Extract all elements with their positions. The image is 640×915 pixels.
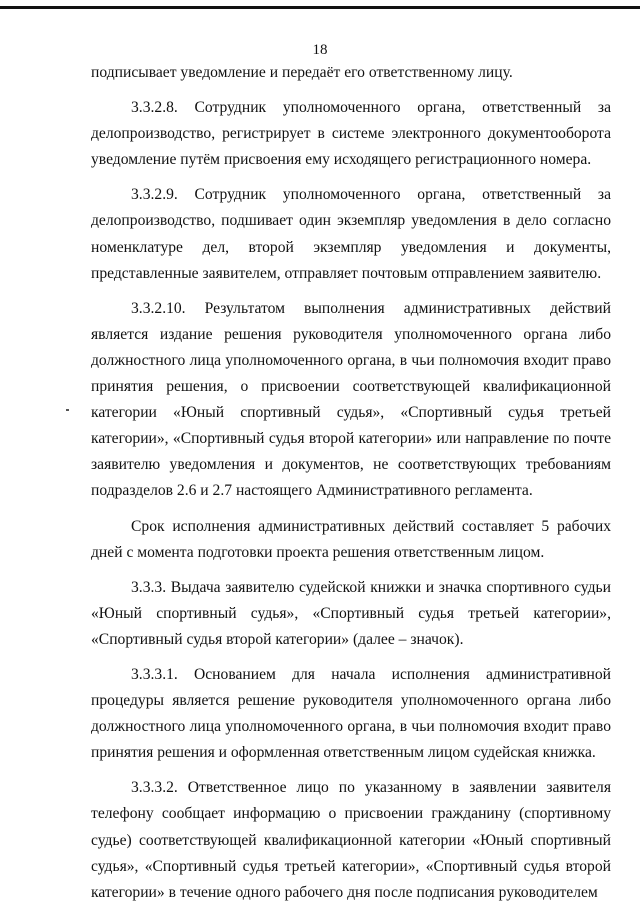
paragraph-3-3-3-1: 3.3.3.1. Основанием для начала исполнения административной процедуры является решение руководителя уполномоченного органа либо должностного лица уполномоченного органа, в чьи полномочия входит право принятия решения и оформленная ответственным лицом судейская книжка. xyxy=(91,665,611,762)
paragraph-3-3-2-10: 3.3.2.10. Результатом выполнения административных действий является издание решения руководителя уполномоченного органа либо должностного лица уполномоченного органа, в чьи полномочия входит право принятия решения, о присвоении соответствующей квалификационной категории «Юный спортивный судья», «Спортивный судья третьей категории», «Спортивный судья второй категории» или направление по почте заявителю уведомления и документов, не соответствующих требованиям подразделов 2.6 и 2.7 настоящего Административного регламента. xyxy=(91,299,611,500)
paragraph-3-3-2-9: 3.3.2.9. Сотрудник уполномоченного органа, ответственный за делопроизводство, подшивает один экземпляр уведомления в дело согласно номенклатуре дел, второй экземпляр уведомления и документы, представленные заявителем, отправляет почтовым отправлением заявителю. xyxy=(91,186,611,282)
top-border-rule xyxy=(0,6,640,9)
paragraph-3-3-3-2: 3.3.3.2. Ответственное лицо по указанному в заявлении заявителя телефону сообщает информацию о присвоении гражданину (спортивному судье) соответствующей квалификационной категории «Юный спортивный судья», «Спортивный судья третьей категории», «Спортивный судья второй категории» в течение одного рабочего дня после подписания руководителем xyxy=(91,779,611,901)
page-number: 18 xyxy=(312,42,328,58)
paragraph-3-3-3: 3.3.3. Выдача заявителю судейской книжки и значка спортивного судьи «Юный спортивный судья», «Спортивный судья третьей категории», «Спортивный судья второй категории» (далее – значок). xyxy=(91,578,611,648)
paragraph-3-3-2-8: 3.3.2.8. Сотрудник уполномоченного органа, ответственный за делопроизводство, регистрирует в системе электронного документооборота уведомление путём присвоения ему исходящего регистрационного номера. xyxy=(91,99,611,169)
scan-speck xyxy=(66,409,69,411)
document-body xyxy=(91,60,611,915)
paragraph-continuation: подписывает уведомление и передаёт его ответственному лицу. xyxy=(91,64,513,81)
paragraph-deadline: Срок исполнения административных действий составляет 5 рабочих дней с момента подготовки проекта решения ответственным лицом. xyxy=(91,517,611,561)
